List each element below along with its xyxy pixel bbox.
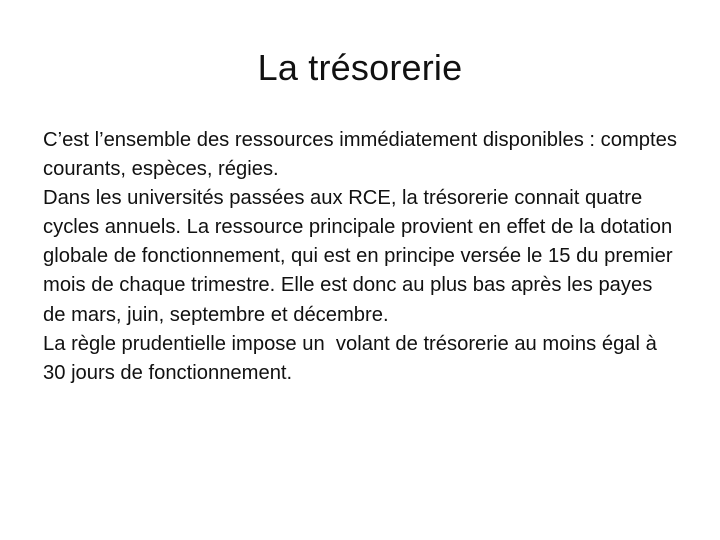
slide-body <box>43 126 679 388</box>
paragraph-definition: C’est l’ensemble des ressources immédiatement disponibles : comptes courants, espèces, régies. <box>43 129 677 181</box>
slide-title: La trésorerie <box>257 47 463 88</box>
paragraph-prudential-rule: La règle prudentielle impose un volant de trésorerie au moins égal à 30 jours de fonctionnement. <box>43 332 663 384</box>
paragraph-cycles: Dans les universités passées aux RCE, la trésorerie connait quatre cycles annuels. La ressource principale provient en effet de la dotation globale de fonctionnement, qui est en principe versée le 15 du premier mois de chaque trimestre. Elle est donc au plus bas après les payes de mars, juin, septembre et décembre. <box>43 187 673 326</box>
